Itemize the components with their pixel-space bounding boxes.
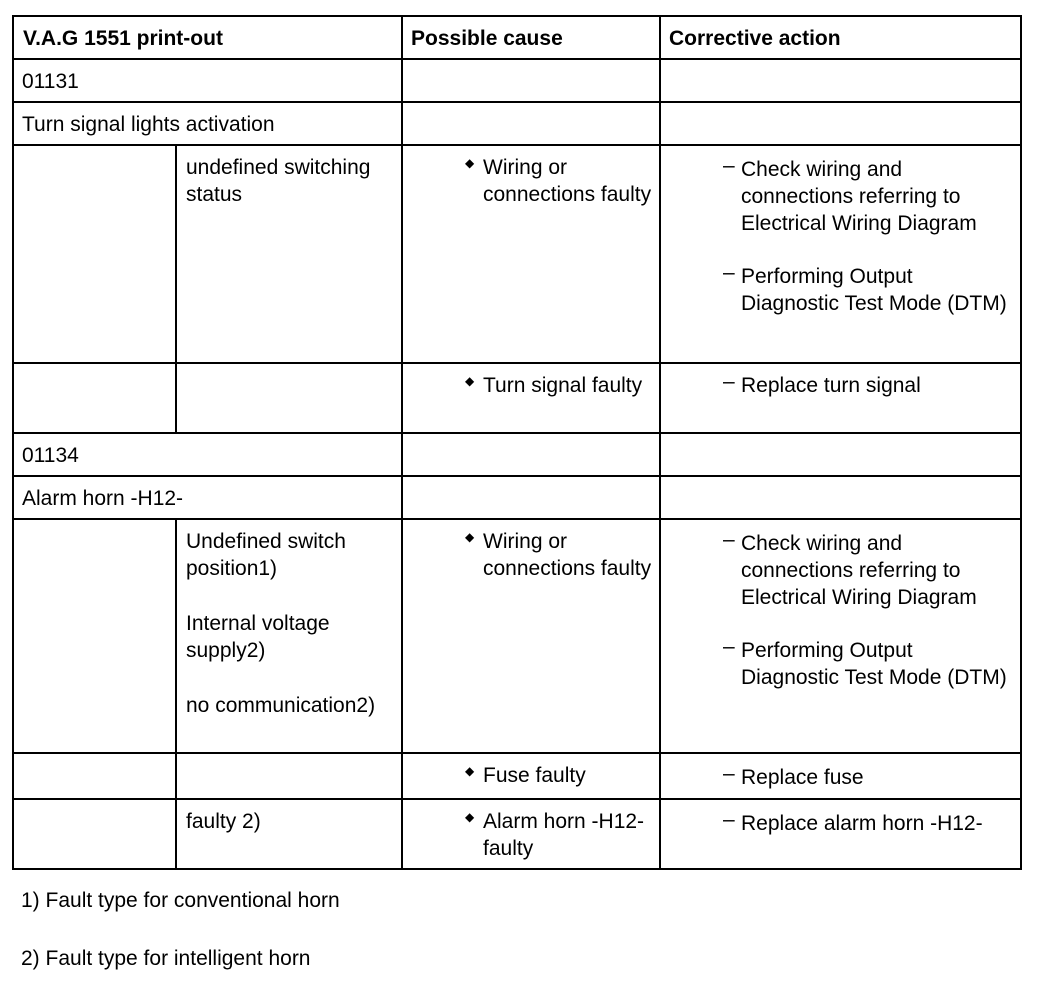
action-item — [723, 528, 1014, 611]
action-item — [723, 154, 1014, 237]
component-name: Alarm horn -H12- — [13, 476, 402, 519]
empty-cell — [660, 476, 1021, 519]
empty-cell — [176, 363, 402, 433]
empty-cell — [402, 433, 660, 476]
possible-cause-cell — [402, 519, 660, 753]
possible-cause: Alarm horn -H12- faulty — [483, 810, 645, 860]
fault-code: 01131 — [13, 59, 402, 102]
fault-description: Internal voltage supply2) — [186, 612, 330, 662]
table-header-row — [13, 16, 1021, 59]
dash-icon: – — [723, 635, 735, 658]
footnote-2: 2) Fault type for intelligent horn — [21, 947, 311, 970]
empty-cell — [402, 476, 660, 519]
table-row — [13, 145, 1021, 363]
corrective-action: Performing Output Diagnostic Test Mode (DTM) — [741, 265, 1007, 315]
dash-icon: – — [723, 154, 735, 177]
dash-icon: – — [723, 261, 735, 284]
corrective-action: Performing Output Diagnostic Test Mode (DTM) — [741, 639, 1007, 689]
corrective-action-cell — [660, 519, 1021, 753]
header-printout: V.A.G 1551 print-out — [13, 16, 402, 59]
fault-description-cell — [176, 519, 402, 753]
possible-cause-cell — [402, 145, 660, 363]
corrective-action: Replace alarm horn -H12- — [741, 812, 983, 835]
empty-cell — [660, 433, 1021, 476]
footnote-1: 1) Fault type for conventional horn — [21, 889, 340, 912]
section-component-row — [13, 102, 1021, 145]
dash-icon: – — [723, 808, 735, 831]
dash-icon: – — [723, 762, 735, 785]
corrective-action: Replace turn signal — [741, 374, 921, 397]
action-item — [723, 808, 1014, 837]
bullet-icon: ◆ — [465, 530, 475, 544]
bullet-icon: ◆ — [465, 156, 475, 170]
corrective-action: Check wiring and connections referring to Electrical Wiring Diagram — [741, 532, 977, 609]
table-row — [13, 363, 1021, 433]
empty-cell — [402, 102, 660, 145]
fault-description-cell — [176, 145, 402, 363]
section-code-row — [13, 59, 1021, 102]
action-item — [723, 635, 1014, 691]
possible-cause-cell — [402, 363, 660, 433]
possible-cause: Wiring or connections faulty — [483, 530, 652, 580]
section-code-row — [13, 433, 1021, 476]
empty-cell — [660, 59, 1021, 102]
corrective-action: Replace fuse — [741, 766, 864, 789]
fault-description-cell — [176, 799, 402, 869]
table-row — [13, 799, 1021, 869]
dash-icon: – — [723, 370, 735, 393]
empty-cell — [660, 102, 1021, 145]
possible-cause-cell — [402, 753, 660, 799]
empty-cell — [13, 363, 176, 433]
possible-cause: Turn signal faulty — [483, 374, 643, 397]
corrective-action: Check wiring and connections referring to Electrical Wiring Diagram — [741, 158, 977, 235]
empty-cell — [402, 59, 660, 102]
component-name: Turn signal lights activation — [13, 102, 402, 145]
dash-icon: – — [723, 528, 735, 551]
fault-description: Undefined switch position1) — [186, 530, 346, 580]
header-possible-cause: Possible cause — [402, 16, 660, 59]
empty-cell — [13, 145, 176, 363]
action-item — [723, 370, 1014, 399]
empty-cell — [176, 753, 402, 799]
possible-cause: Fuse faulty — [483, 764, 586, 787]
table-row — [13, 753, 1021, 799]
bullet-icon: ◆ — [465, 810, 475, 824]
fault-description: no communication2) — [186, 694, 376, 717]
header-corrective-action: Corrective action — [660, 16, 1021, 59]
action-item — [723, 261, 1014, 317]
corrective-action-cell — [660, 799, 1021, 869]
table-row — [13, 519, 1021, 753]
bullet-icon: ◆ — [465, 764, 475, 778]
fault-description: faulty 2) — [186, 810, 261, 833]
empty-cell — [13, 753, 176, 799]
corrective-action-cell — [660, 145, 1021, 363]
fault-table — [12, 15, 1022, 870]
possible-cause-cell — [402, 799, 660, 869]
fault-code: 01134 — [13, 433, 402, 476]
empty-cell — [13, 519, 176, 753]
possible-cause: Wiring or connections faulty — [483, 156, 652, 206]
bullet-icon: ◆ — [465, 374, 475, 388]
action-item — [723, 762, 1014, 791]
fault-description: undefined switching status — [186, 156, 371, 206]
corrective-action-cell — [660, 363, 1021, 433]
corrective-action-cell — [660, 753, 1021, 799]
section-component-row — [13, 476, 1021, 519]
empty-cell — [13, 799, 176, 869]
